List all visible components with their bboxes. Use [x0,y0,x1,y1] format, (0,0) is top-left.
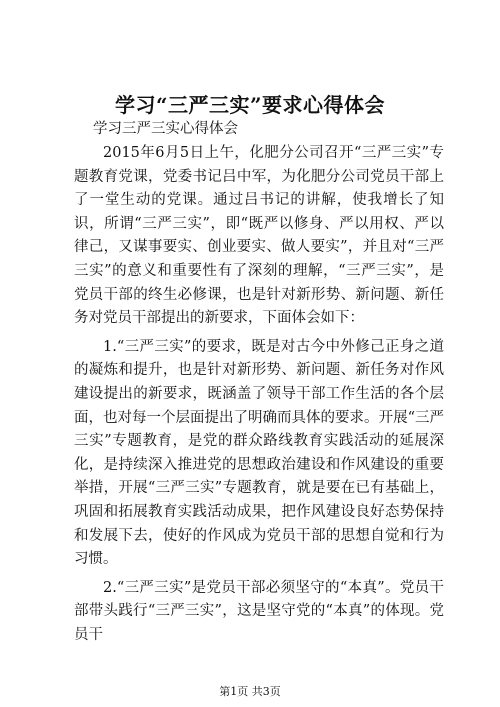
page-footer: 第1页 共3页 [219,685,281,698]
document-subtitle: 学习三严三实心得体会 [93,121,238,137]
document-title: 学习“三严三实”要求心得体会 [114,93,385,117]
paragraph-point-2: 2.“三严三实”是党员干部必须坚守的“本真”。党员干部带头践行“三严三实”，这是坚守党的“本真”的体现。党员干 [74,579,444,643]
paragraph-intro: 2015年6月5日上午，化肥分公司召开“三严三实”专题教育党课，党委书记吕中军，为化肥分公司党员干部上了一堂生动的党课。通过吕书记的讲解，使我增长了知识，所谓“三严三实”，即“既严以修身、严以用权、严以律己，又谋事要实、创业要实、做人要实”，并且对“三严三实”的意义和重要性有了深刻的理解，“三严三实”，是党员干部的终生必修课，也是针对新形势、新问题、新任务对党员干部提出的新要求，下面体会如下： [74,145,444,327]
document-body [74,142,444,647]
paragraph-point-1: 1.“三严三实”的要求，既是对古今中外修己正身之道的凝炼和提升，也是针对新形势、新问题、新任务对作风建设提出的新要求，既涵盖了领导干部工作生活的各个层面，也对每一个层面提出了明确而具体的要求。开展“三严三实”专题教育，是党的群众路线教育实践活动的延展深化，是持续深入推进党的思想政治建设和作风建设的重要举措，开展“三严三实”专题教育，就是要在已有基础上，巩固和拓展教育实践活动成果，把作风建设良好态势保持和发展下去，使好的作风成为党员干部的思想自觉和行为习惯。 [74,338,444,568]
